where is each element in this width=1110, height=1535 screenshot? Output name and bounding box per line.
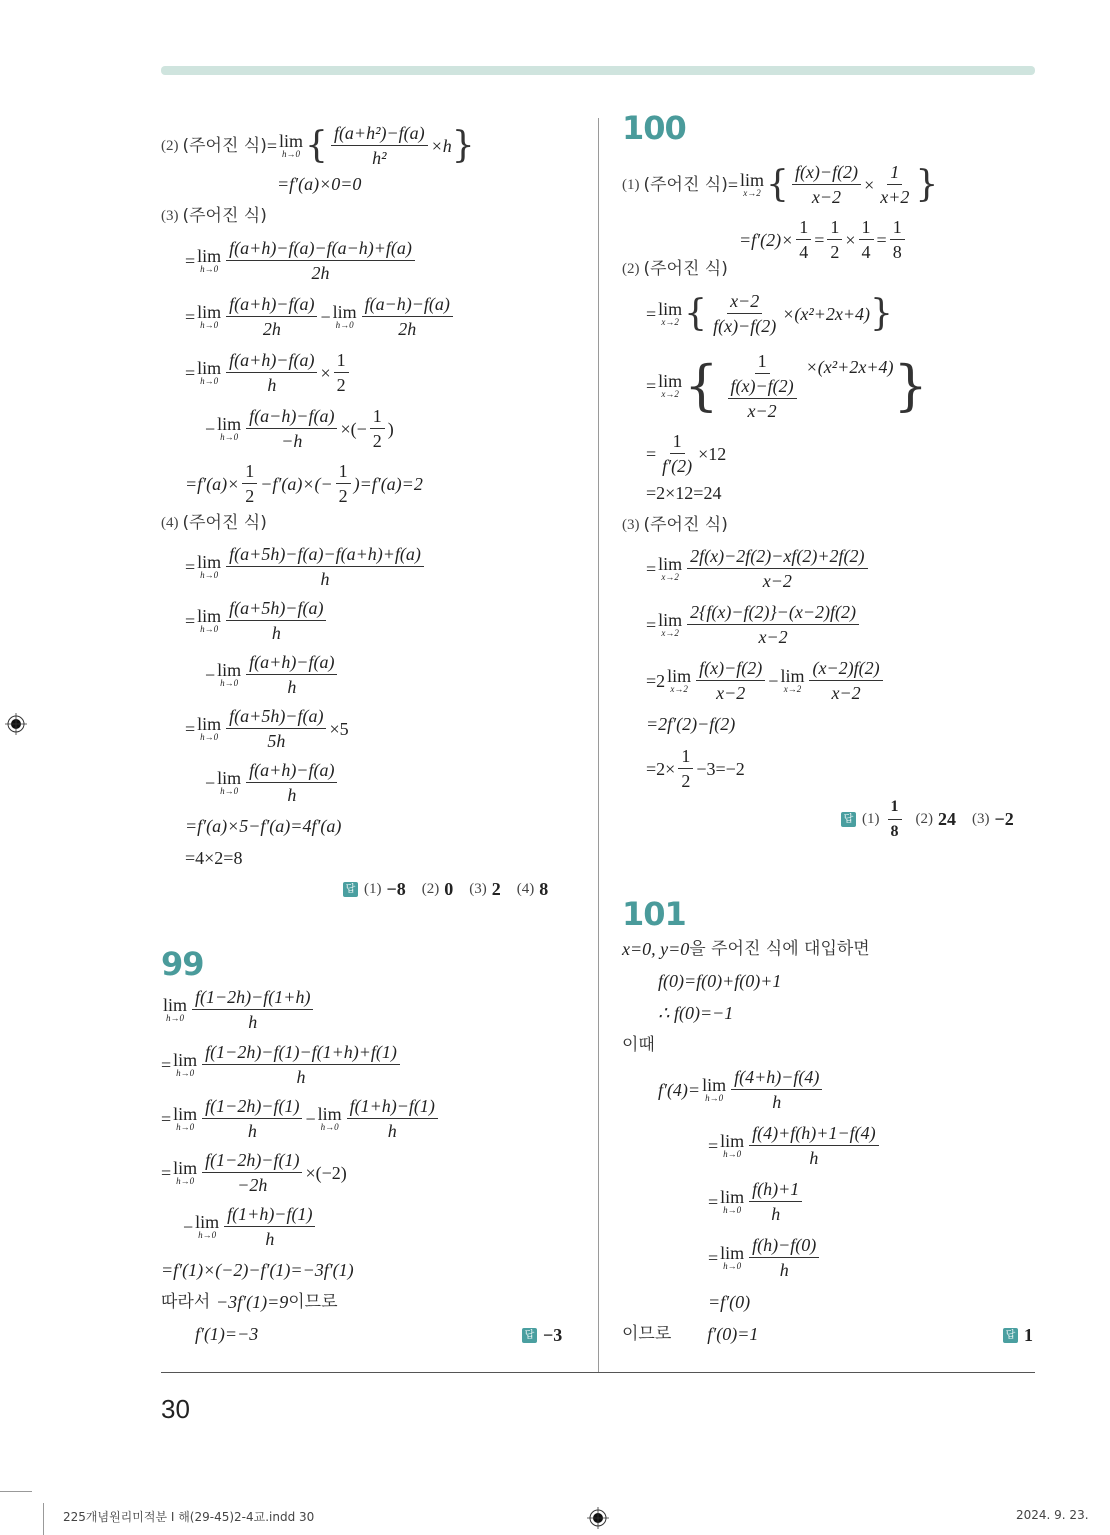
p100-part3-line4: =2f′(2)−f(2)	[646, 714, 736, 734]
p99-line7: 따라서 −3f′(1)=9 이므로	[161, 1292, 338, 1312]
p101-step3: = lim h→0 $\frac{f(h)+1}{h}$	[708, 1178, 805, 1225]
p101-line2: f(0)=f(0)+f(0)+1	[658, 971, 782, 991]
part4-step5: − lim h→0 $\frac{f(a+h)-f(a)}{h}$	[205, 759, 340, 806]
fraction: $\frac{\text{f(a+h²)−f(a)}}{\text{h²}}$	[331, 122, 428, 169]
part3-step1: = lim h→0 $\frac{f(a+h)-f(a)-f(a-h)+f(a)}{2h}$	[185, 237, 418, 284]
p100-part2-header: (2) (주어진 식)	[622, 259, 728, 279]
p99-line6: =f′(1)×(−2)−f′(1)=−3f′(1)	[161, 1260, 354, 1280]
p100-part3-header: (3) (주어진 식)	[622, 515, 728, 535]
p99-step2: = lim h→0 $\frac{f(1-2h)-f(1)-f(1+h)+f(1)}{h}$	[161, 1041, 403, 1088]
answer-box-98: 답 (1) −8 (2) 0 (3) 2 (4) 8	[343, 879, 548, 900]
bottom-rule	[161, 1372, 1035, 1373]
part3-step2: = lim h→0 $\frac{f(a+h)-f(a)}{2h}$ − lim h→0 $\frac{f(a-h)-f(a)}{2h}$	[185, 293, 456, 340]
p100-part3-step3: =2 lim x→2 $\frac{f(x)-f(2)}{x-2}$ − lim x→2 $\frac{(x-2)f(2)}{x-2}$	[646, 657, 886, 704]
answer-badge: 답	[343, 882, 358, 897]
p101-intro: x=0, y=0 을 주어진 식에 대입하면	[622, 939, 870, 959]
part2-line1: (2) (주어진 식) = lim h→0 { $\frac{\text{f(a+h²)−f(a)}}{\text{h²}}$ ×h }	[161, 123, 475, 168]
p99-step5: − lim h→0 $\frac{f(1+h)-f(1)}{h}$	[183, 1203, 318, 1250]
column-divider	[598, 118, 599, 1373]
part4-step1: = lim h→0 $\frac{f(a+5h)-f(a)-f(a+h)+f(a)}{h}$	[185, 543, 427, 590]
p100-part1-line1: (1) (주어진 식) = lim x→2 { $\frac{f(x)-f(2)}{x-2}$ × $\frac{1}{x+2}$ }	[622, 162, 939, 207]
p101-step4: = lim h→0 $\frac{f(h)-f(0)}{h}$	[708, 1234, 822, 1281]
p100-part2-line3: = $\frac{1}{f'(2)}$ ×12	[646, 431, 727, 476]
limit: lim h→0	[279, 130, 304, 159]
part3-step3: = lim h→0 $\frac{f(a+h)-f(a)}{h}$ × $\frac{1}{2}$	[185, 349, 352, 396]
p101-line10: 이므로 f′(0)=1	[622, 1324, 759, 1344]
left-brace: {	[305, 124, 328, 166]
p99-step3: = lim h→0 $\frac{f(1-2h)-f(1)}{h}$ − lim h→0 $\frac{f(1+h)-f(1)}{h}$	[161, 1095, 441, 1142]
page-number: 30	[161, 1394, 190, 1424]
footer-date: 2024. 9. 23.	[1016, 1508, 1089, 1522]
p100-part3-line5: =2× $\frac{1}{2}$ −3=−2	[646, 746, 745, 791]
p99-line8: f′(1)=−3	[195, 1324, 259, 1344]
crop-mark	[43, 1503, 44, 1535]
given-expression-label: (주어진 식)	[182, 135, 267, 156]
p101-line9: =f′(0)	[708, 1292, 751, 1312]
part3-header: (3) (주어진 식)	[161, 206, 267, 226]
answer-box-100: 답 (1) $\frac{1}{8}$ (2) 24 (3) −2	[841, 796, 1014, 843]
part4-step3: − lim h→0 $\frac{f(a+h)-f(a)}{h}$	[205, 651, 340, 698]
p99-step4: = lim h→0 $\frac{f(1-2h)-f(1)}{-2h}$ ×(−2)	[161, 1150, 347, 1195]
p100-part3-step1: = lim x→2 $\frac{2f(x)-2f(2)-xf(2)+2f(2)}{x-2}$	[646, 545, 871, 592]
part3-step4: − lim h→0 $\frac{f(a-h)-f(a)}{-h}$ ×(− $\frac{1}{2}$ )	[205, 406, 394, 451]
part4-step4: = lim h→0 $\frac{f(a+5h)-f(a)}{5h}$ ×5	[185, 706, 349, 751]
p101-line3: ∴ f(0)=−1	[658, 1003, 734, 1023]
p101-line4: 이때	[622, 1035, 655, 1055]
part-label: (2)	[161, 137, 179, 154]
answer-box-99: 답 −3	[522, 1325, 562, 1346]
p100-part3-step2: = lim x→2 $\frac{2\{f(x)-f(2)\}-(x-2)f(2)}{x-2}$	[646, 601, 862, 648]
p99-step1: lim h→0 $\frac{f(1-2h)-f(1+h)}{h}$	[161, 986, 316, 1033]
problem-number-101: 101	[622, 895, 686, 933]
p101-step2: = lim h→0 $\frac{f(4)+f(h)+1-f(4)}{h}$	[708, 1122, 882, 1169]
part4-line7: =4×2=8	[185, 848, 243, 868]
header-bar	[161, 66, 1035, 75]
part3-final: =f′(a)× $\frac{1}{2}$ −f′(a)×(− $\frac{1}{2}$ )=f′(a)=2	[185, 461, 423, 506]
part4-line6: =f′(a)×5−f′(a)=4f′(a)	[185, 816, 342, 836]
part4-step2: = lim h→0 $\frac{f(a+5h)-f(a)}{h}$	[185, 597, 329, 644]
p100-part2-line4: =2×12=24	[646, 483, 722, 503]
registration-mark-icon	[587, 1507, 609, 1529]
crop-mark	[0, 1491, 32, 1492]
p100-part1-line2: =f′(2)× $\frac{1}{4}$ = $\frac{1}{2}$ × $\frac{1}{4}$ = $\frac{1}{8}$	[739, 216, 908, 263]
footer-file-name: 225개념원리미적분 I 해(29-45)2-4교.indd 30	[63, 1510, 315, 1524]
answer-box-101: 답 1	[1003, 1325, 1033, 1346]
p101-step1: f′(4)= lim h→0 $\frac{f(4+h)-f(4)}{h}$	[658, 1066, 825, 1113]
p100-part2-line1: = lim x→2 { $\frac{x-2}{f(x)-f(2)}$ ×(x²+2x+4) }	[646, 291, 893, 336]
part2-line2: =f′(a)×0=0	[277, 174, 362, 194]
p100-part2-line2: = lim x→2 { $\frac{1}{\frac{f(x)-f(2)}{x-2}}$ ×(x²+2x+4) }	[646, 351, 928, 421]
part4-header: (4) (주어진 식)	[161, 513, 267, 533]
right-brace: }	[451, 124, 475, 166]
registration-mark-icon	[5, 713, 27, 735]
problem-number-99: 99	[161, 945, 204, 983]
problem-number-100: 100	[622, 109, 686, 147]
